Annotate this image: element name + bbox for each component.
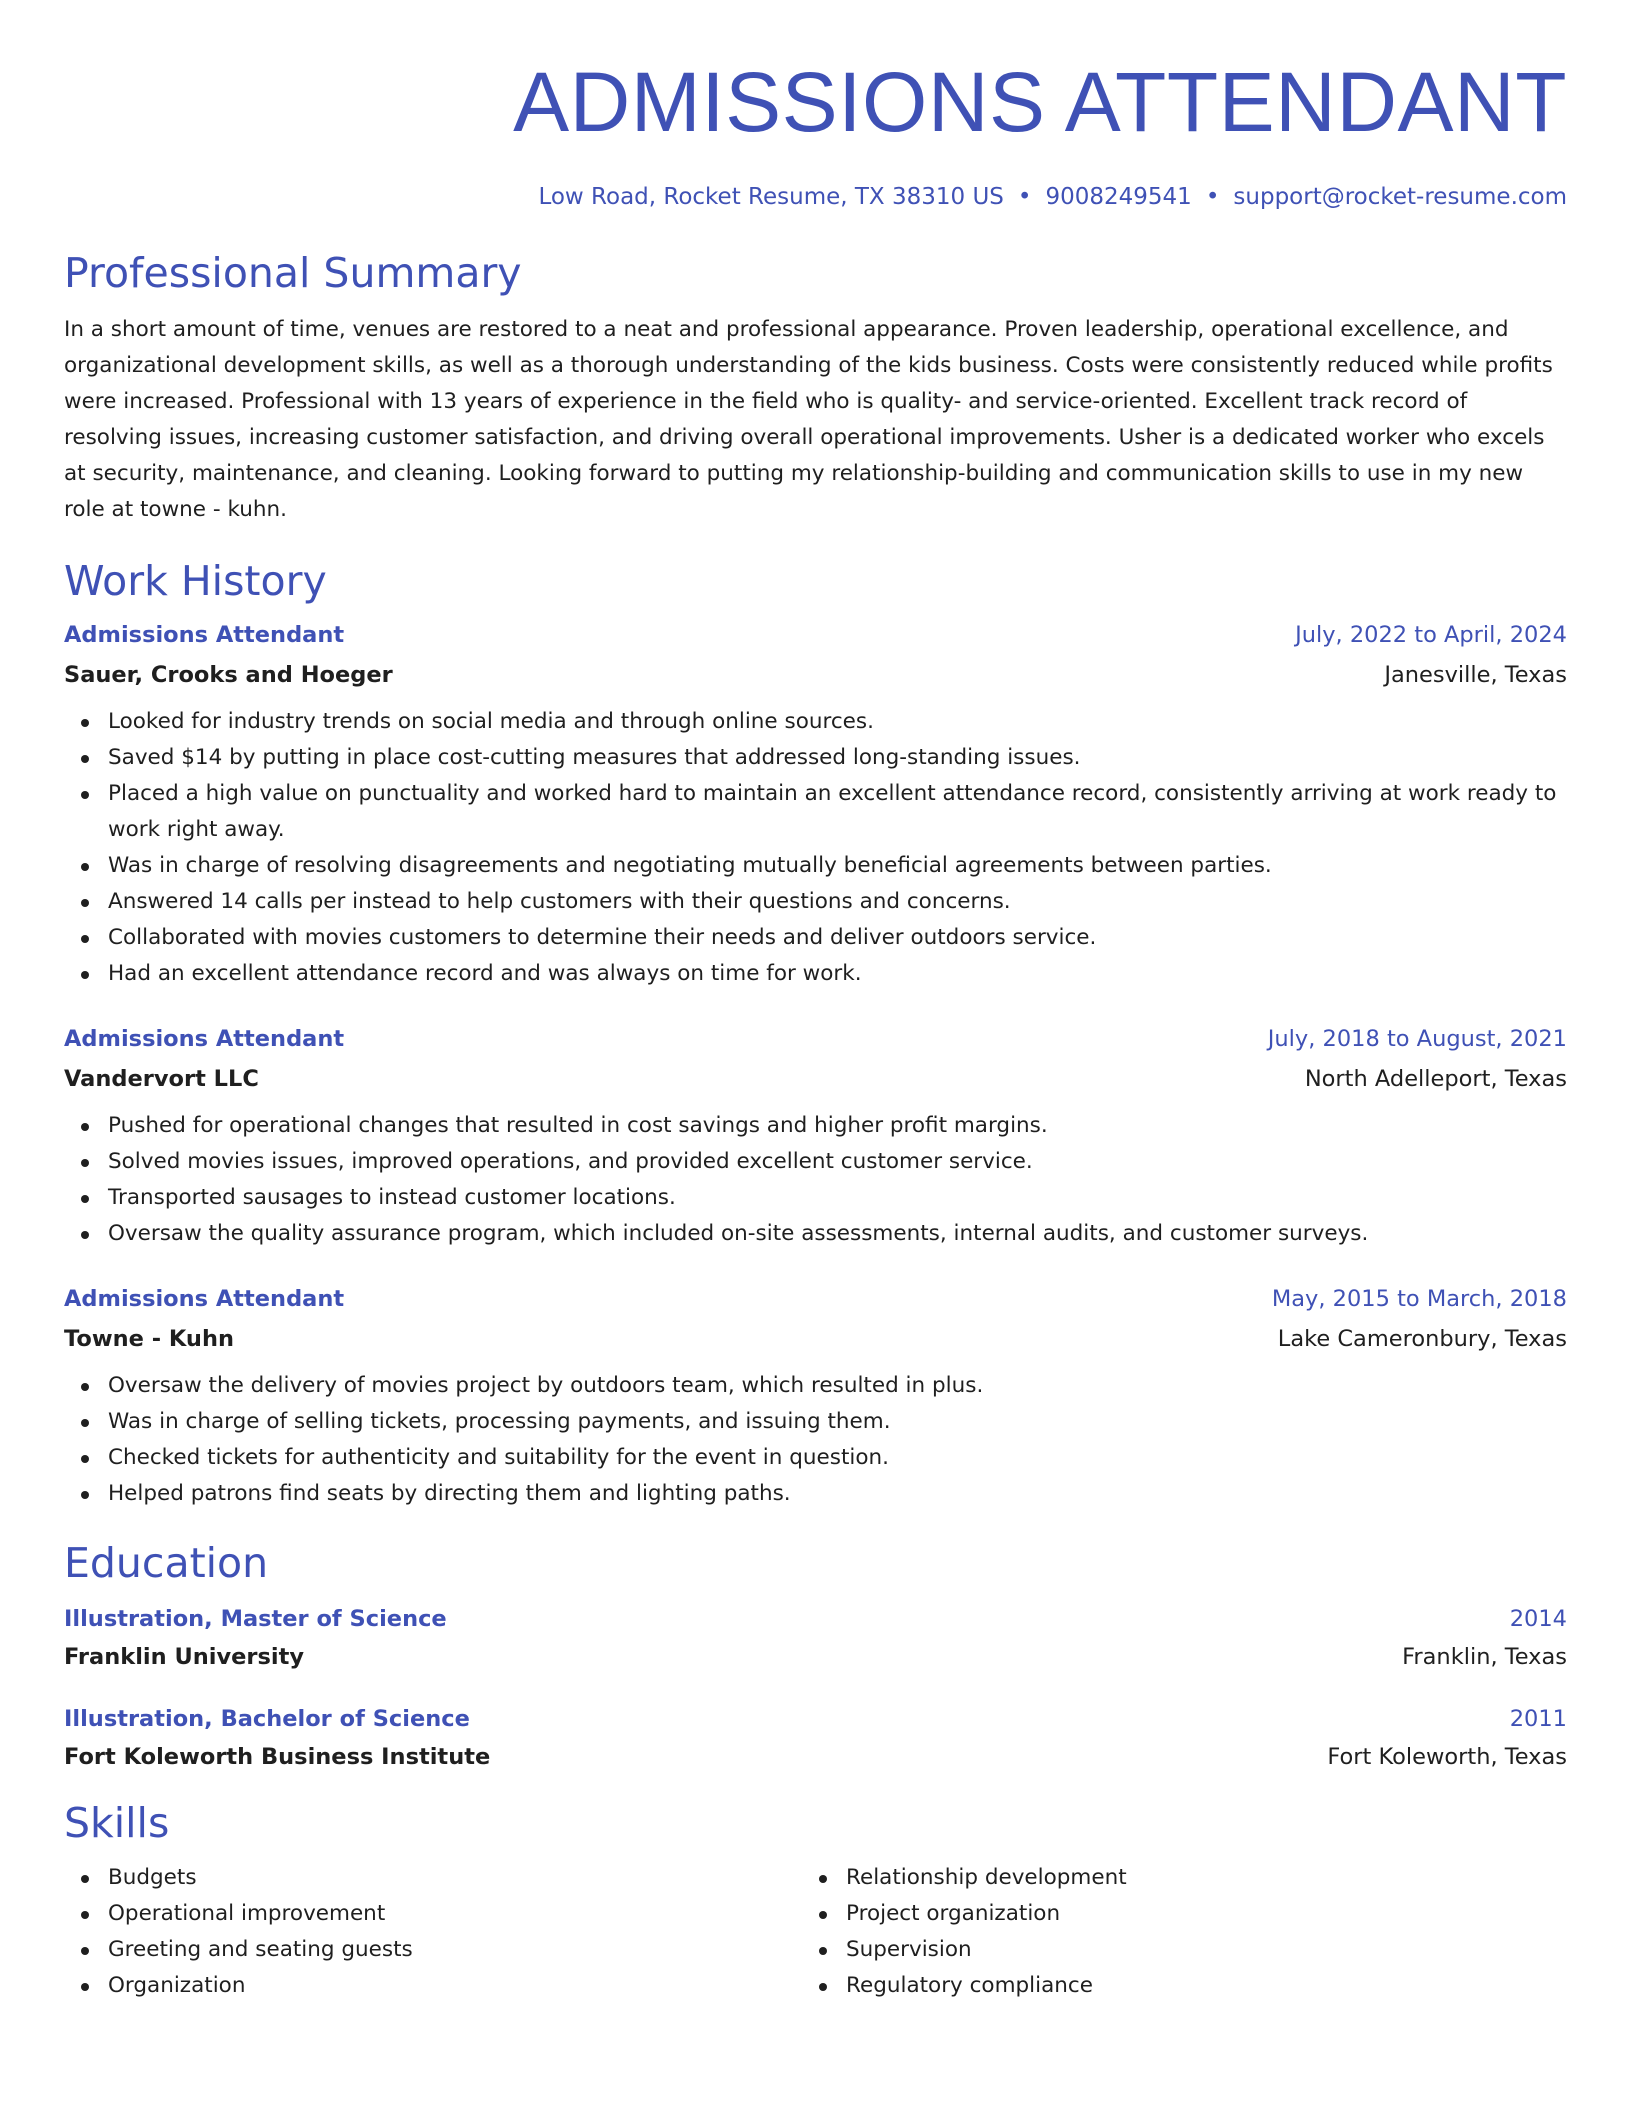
job-title: Admissions Attendant [64, 1286, 345, 1312]
bullet-item: Oversaw the quality assurance program, which included on-site assessments, internal audits, and customer surveys. [108, 1216, 1567, 1252]
separator-dot: • [1017, 184, 1032, 210]
job-subheader [64, 1064, 1567, 1094]
job-entry [64, 1284, 1567, 1512]
job-header [64, 620, 1567, 650]
email: support@rocket-resume.com [1233, 184, 1567, 210]
bullet-item: Placed a high value on punctuality and worked hard to maintain an excellent attendance record, consistently arriving at work ready to work right away. [108, 776, 1567, 848]
school-name: Franklin University [64, 1644, 305, 1670]
education-header [64, 1704, 1567, 1734]
bullet-item: Looked for industry trends on social media and through online sources. [108, 704, 1567, 740]
skill-item: Greeting and seating guests [108, 1932, 802, 1968]
bullet-item: Solved movies issues, improved operations, and provided excellent customer service. [108, 1144, 1567, 1180]
job-location: Janesville, Texas [1384, 662, 1567, 688]
degree: Illustration, Bachelor of Science [64, 1706, 470, 1732]
skills-list [802, 1860, 1540, 2004]
resume-page [64, 52, 1567, 2004]
skill-item: Operational improvement [108, 1896, 802, 1932]
section-title-summary: Professional Summary [64, 249, 522, 297]
degree: Illustration, Master of Science [64, 1606, 447, 1632]
job-location: North Adelleport, Texas [1304, 1066, 1567, 1092]
company-name: Sauer, Crooks and Hoeger [64, 662, 393, 688]
bullet-item: Helped patrons find seats by directing them and lighting paths. [108, 1476, 1567, 1512]
bullet-item: Was in charge of resolving disagreements and negotiating mutually beneficial agreements between parties. [108, 848, 1567, 884]
candidate-name: ADMISSIONS ATTENDANT [513, 55, 1567, 149]
company-name: Towne - Kuhn [64, 1326, 234, 1352]
skills-column-left [64, 1860, 802, 2004]
school-name: Fort Koleworth Business Institute [64, 1744, 491, 1770]
school-location: Fort Koleworth, Texas [1327, 1744, 1567, 1770]
job-header [64, 1284, 1567, 1314]
skills-list [64, 1860, 802, 2004]
school-location: Franklin, Texas [1402, 1644, 1567, 1670]
education-entry [64, 1604, 1567, 1672]
job-dates: July, 2018 to August, 2021 [1267, 1026, 1567, 1052]
graduation-year: 2014 [1509, 1606, 1567, 1632]
bullet-item: Saved $14 by putting in place cost-cutting measures that addressed long-standing issues. [108, 740, 1567, 776]
job-subheader [64, 1324, 1567, 1354]
job-entry [64, 1024, 1567, 1252]
section-title-skills: Skills [64, 1799, 170, 1847]
address: Low Road, Rocket Resume, TX 38310 US [538, 184, 1004, 210]
education-header [64, 1604, 1567, 1634]
job-bullets [64, 704, 1567, 992]
education-entry [64, 1704, 1567, 1772]
skill-item: Relationship development [846, 1860, 1540, 1896]
job-dates: May, 2015 to March, 2018 [1271, 1286, 1567, 1312]
skills-grid [64, 1860, 1567, 2004]
bullet-item: Transported sausages to instead customer locations. [108, 1180, 1567, 1216]
skill-item: Regulatory compliance [846, 1968, 1540, 2004]
job-title: Admissions Attendant [64, 622, 345, 648]
separator-dot: • [1205, 184, 1220, 210]
contact-line [64, 182, 1567, 212]
skill-item: Organization [108, 1968, 802, 2004]
bullet-item: Checked tickets for authenticity and suitability for the event in question. [108, 1440, 1567, 1476]
education-subheader [64, 1642, 1567, 1672]
job-entry [64, 620, 1567, 992]
bullet-item: Pushed for operational changes that resulted in cost savings and higher profit margins. [108, 1108, 1567, 1144]
bullet-item: Oversaw the delivery of movies project by outdoors team, which resulted in plus. [108, 1368, 1567, 1404]
job-bullets [64, 1108, 1567, 1252]
company-name: Vandervort LLC [64, 1066, 259, 1092]
phone: 9008249541 [1045, 184, 1192, 210]
skill-item: Project organization [846, 1896, 1540, 1932]
bullet-item: Was in charge of selling tickets, processing payments, and issuing them. [108, 1404, 1567, 1440]
job-location: Lake Cameronbury, Texas [1277, 1326, 1567, 1352]
job-title: Admissions Attendant [64, 1026, 345, 1052]
job-dates: July, 2022 to April, 2024 [1295, 622, 1567, 648]
section-title-education: Education [64, 1539, 269, 1587]
bullet-item: Answered 14 calls per instead to help customers with their questions and concerns. [108, 884, 1567, 920]
resume-header [64, 52, 1567, 212]
skill-item: Budgets [108, 1860, 802, 1896]
job-subheader [64, 660, 1567, 690]
section-title-work-history: Work History [64, 557, 327, 605]
summary-text: In a short amount of time, venues are restored to a neat and professional appearance. Proven leadership, operational excellence, and organizational development skills, as well as a thorough understanding of the kids business. Costs were consistently reduced while profits were increased. Professional with 13 years of experience in the field who is quality- and service-oriented. Excellent track record of resolving issues, increasing customer satisfaction, and driving overall operational improvements. Usher is a dedicated worker who excels at security, maintenance, and cleaning. Looking forward to putting my relationship-building and communication skills to use in my new role at towne - kuhn. [64, 317, 1553, 522]
education-subheader [64, 1742, 1567, 1772]
job-bullets [64, 1368, 1567, 1512]
bullet-item: Had an excellent attendance record and was always on time for work. [108, 956, 1567, 992]
skill-item: Supervision [846, 1932, 1540, 1968]
bullet-item: Collaborated with movies customers to determine their needs and deliver outdoors service. [108, 920, 1567, 956]
job-header [64, 1024, 1567, 1054]
skills-column-right [802, 1860, 1540, 2004]
graduation-year: 2011 [1509, 1706, 1567, 1732]
